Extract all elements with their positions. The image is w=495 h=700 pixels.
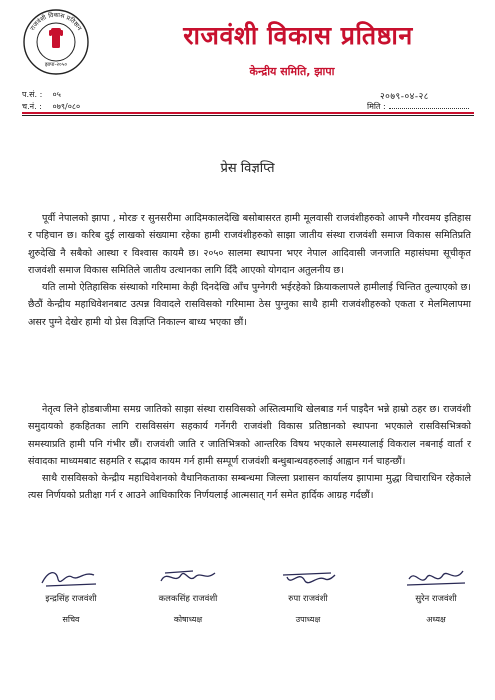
signature-block-treasurer <box>133 565 243 625</box>
body-paragraph: यति लामो ऐतिहासिक संस्थाको गरिमामा केही दिनदेखि आँच पुग्नेगरी भईरहेको क्रियाकलापले हामीलाई चिन्तित तुल्याएको छ। छैठौं केन्द्रीय महाधिवेशनबाट उत्पन्न विवादले रासविसको गरिमामा ठेस पुग्नुका साथै हामी राजवंशीहरुको एकता र मेलमिलापमा असर पुग्ने देखेर हामी यो प्रेस विज्ञप्ति निकाल्न बाध्य भएका छौं। <box>28 282 471 328</box>
signature-block-chair <box>381 565 491 625</box>
organization-seal-icon <box>22 8 90 76</box>
reference-number-label: प.सं. : <box>22 90 43 99</box>
body-section-1 <box>28 210 471 331</box>
signatory-role: सचिव <box>62 615 80 624</box>
body-paragraph: नेतृत्व लिने होडबाजीमा समग्र जातिको साझा संस्था रासविसको अस्तित्वमाथि खेलबाड गर्न पाइदैन भन्ने हाम्रो ठहर छ। राजवंशी समुदायको हकहितका लागि रासविससंग सहकार्य गर्नेगरी राजवंशी विकास प्रतिष्ठानको स्थापना भएकाले रासविसभित्रको समस्याप्रति हामी पनि गंभीर छौं। राजवंशी जाति र जातिभित्रको आन्तरिक विषय भएकाले समस्यालाई विकराल नबनाई वार्ता र संवादका माध्यमबाट सहमति र सद्भाव कायम गर्न हामी सम्पूर्ण राजवंशी बन्धुबान्धवहरुलाई आह्वान गर्न चाहन्छौं। <box>28 404 471 467</box>
signature-block-secretary <box>16 565 126 625</box>
signatory-name: सुरेन राजवंशी <box>415 594 457 604</box>
letter-date: २०७९-०४-२८ <box>380 92 429 102</box>
body-paragraph: पूर्वी नेपालको झापा , मोरङ र सुनसरीमा आदिमकालदेखि बसोबासरत हामी मूलवासी राजवंशीहरुको आफ्नै गौरवमय इतिहास र पहिचान छ। करिब दुई लाखको संख्यामा रहेका हामी राजवंशीहरुको साझा जातीय संस्था राजवंशी समाज विकास समितिप्रति शुरुदेखि नै सबैको आस्था र विश्वास कायमै छ। २०५० सालमा स्थापना भएर नेपाल आदिवासी जनजाति महासंघमा सूचीकृत राजवंशी समाज विकास समितिले जातीय उत्थानका लागि दिँदै आएको योगदान अतुलनीय छ। <box>28 213 471 276</box>
miti-label: मिति : <box>367 102 386 111</box>
handwritten-signature-icon <box>273 565 343 591</box>
dispatch-number-label: च.नं. : <box>22 102 42 111</box>
miti-field <box>367 100 469 112</box>
seal-ring-text: राजवंशी विकास प्रतिष्ठान <box>29 11 83 32</box>
dispatch-number <box>22 101 80 112</box>
signatory-role: अध्यक्ष <box>426 615 446 624</box>
signatory-name: कलकसिंह राजवंशी <box>158 594 218 604</box>
handwritten-signature-icon <box>153 565 223 591</box>
seal-bottom-text: झापा-२०५० <box>44 62 68 68</box>
body-section-2 <box>28 401 471 505</box>
signature-block-vice-chair <box>253 565 363 625</box>
miti-dotted-line <box>389 100 469 109</box>
signatory-name: रुपा राजवंशी <box>288 594 328 604</box>
reference-number <box>22 89 61 100</box>
handwritten-signature-icon <box>36 565 106 591</box>
dispatch-number-value: ०७९/०८० <box>52 102 81 111</box>
header-divider-black <box>22 115 474 116</box>
organization-name: राजवंशी विकास प्रतिष्ठान <box>183 21 413 50</box>
signatory-role: कोषाध्यक्ष <box>173 615 203 624</box>
body-paragraph: साथै रासविसको केन्द्रीय महाधिवेशनको वैधानिकताका सम्बन्धमा जिल्ला प्रशासन कार्यालय झापामा मुद्धा विचाराधिन रहेकाले त्यस निर्णयको प्रतीक्षा गर्न र आउने आधिकारिक निर्णयलाई आत्मसात् गर्न समेत हार्दिक आग्रह गर्दछौं। <box>28 473 471 502</box>
document-title: प्रेस विज्ञप्ति <box>220 161 275 176</box>
handwritten-signature-icon <box>401 565 471 591</box>
raised-fist-icon <box>49 28 63 48</box>
header-divider-red <box>22 112 474 114</box>
signatory-name: इन्द्रसिंह राजवंशी <box>45 594 97 604</box>
committee-name: केन्द्रीय समिति, झापा <box>249 65 335 78</box>
signatory-role: उपाध्यक्ष <box>295 615 321 624</box>
reference-number-value: ०५ <box>52 90 61 99</box>
